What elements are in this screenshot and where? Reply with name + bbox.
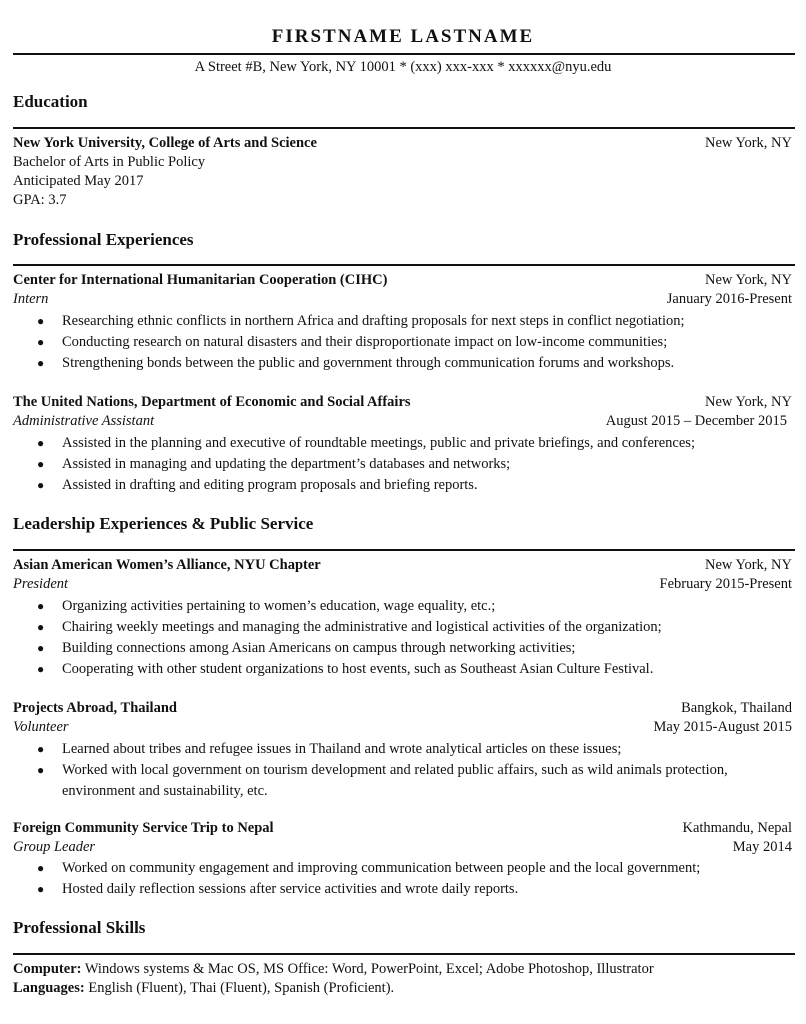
bullet-icon: ● xyxy=(37,620,45,634)
bullet-item xyxy=(37,433,797,454)
bullet-text: Worked on community engagement and improving communication between people and the local government; xyxy=(62,860,701,876)
bullet-text: Worked with local government on tourism development and related public affairs, such as wild animals protection, environment and sustainability, etc. xyxy=(62,762,728,799)
entry-location: New York, NY xyxy=(704,272,792,288)
section-divider xyxy=(13,549,795,551)
entry-role-row xyxy=(13,717,792,737)
entry-location: New York, NY xyxy=(704,557,792,573)
bullet-icon: ● xyxy=(37,599,45,613)
bullet-icon: ● xyxy=(37,662,45,676)
bullet-text: Researching ethnic conflicts in northern Africa and drafting proposals for next steps in conflict negotiation; xyxy=(62,313,685,329)
bullet-item xyxy=(37,332,797,353)
entry-org-row xyxy=(13,392,792,412)
section-heading-professional: Professional Experiences xyxy=(13,230,194,249)
bullet-item xyxy=(37,454,797,475)
bullet-item xyxy=(37,475,797,496)
entry-role-row xyxy=(13,837,792,857)
bullet-icon: ● xyxy=(37,882,45,896)
education-gpa: GPA: 3.7 xyxy=(13,192,67,208)
skills-languages-label: Languages: xyxy=(13,980,85,996)
entry-location: Bangkok, Thailand xyxy=(681,700,792,716)
bullet-icon: ● xyxy=(37,742,45,756)
bullet-icon: ● xyxy=(37,478,45,492)
education-school-row xyxy=(13,133,792,153)
bullet-item xyxy=(37,638,797,659)
bullet-text: Learned about tribes and refugee issues in Thailand and wrote analytical articles on these issues; xyxy=(62,741,622,757)
skills-computer-value: Windows systems & Mac OS, MS Office: Word, PowerPoint, Excel; Adobe Photoshop, Illustrator xyxy=(81,961,654,977)
section-divider xyxy=(13,264,795,266)
entry-role: Intern xyxy=(13,291,49,307)
bullet-text: Chairing weekly meetings and managing the administrative and logistical activities of the organization; xyxy=(62,619,662,635)
entry-org: Center for International Humanitarian Cooperation (CIHC) xyxy=(13,272,388,288)
skills-languages-row xyxy=(13,978,394,998)
education-location: New York, NY xyxy=(704,135,792,151)
entry-dates: January 2016-Present xyxy=(666,291,792,307)
bullet-item xyxy=(37,353,797,374)
bullet-text: Assisted in drafting and editing program proposals and briefing reports. xyxy=(62,477,478,493)
bullet-icon: ● xyxy=(37,641,45,655)
bullet-item xyxy=(37,760,797,801)
bullet-item xyxy=(37,659,797,680)
section-divider xyxy=(13,953,795,955)
entry-location: Kathmandu, Nepal xyxy=(682,820,792,836)
entry-location: New York, NY xyxy=(704,394,792,410)
entry-org: Projects Abroad, Thailand xyxy=(13,700,177,716)
entry-role: Group Leader xyxy=(13,839,96,855)
bullet-text: Strengthening bonds between the public and government through communication forums and workshops. xyxy=(62,355,675,371)
bullet-icon: ● xyxy=(37,763,45,777)
education-degree: Bachelor of Arts in Public Policy xyxy=(13,154,206,170)
bullet-icon: ● xyxy=(37,314,45,328)
entry-role: Volunteer xyxy=(13,719,69,735)
entry-role: President xyxy=(13,576,69,592)
bullet-text: Organizing activities pertaining to women’s education, wage equality, etc.; xyxy=(62,598,496,614)
bullet-item xyxy=(37,617,797,638)
bullet-text: Conducting research on natural disasters and their disproportionate impact on low-income communities; xyxy=(62,334,668,350)
bullet-text: Assisted in the planning and executive of roundtable meetings, public and private briefings, and conferences; xyxy=(62,435,695,451)
entry-dates: February 2015-Present xyxy=(659,576,792,592)
bullet-icon: ● xyxy=(37,861,45,875)
education-anticipated: Anticipated May 2017 xyxy=(13,173,144,189)
bullet-text: Building connections among Asian Americans on campus through networking activities; xyxy=(62,640,576,656)
entry-role-row xyxy=(13,411,792,431)
candidate-name: FIRSTNAME LASTNAME xyxy=(271,26,535,47)
skills-languages-value: English (Fluent), Thai (Fluent), Spanish (Proficient). xyxy=(84,980,395,996)
entry-org: The United Nations, Department of Economic and Social Affairs xyxy=(13,394,411,410)
section-heading-leadership: Leadership Experiences & Public Service xyxy=(13,514,314,533)
skills-computer-row xyxy=(13,959,654,979)
entry-role-row xyxy=(13,574,792,594)
bullet-icon: ● xyxy=(37,356,45,370)
bullet-item xyxy=(37,739,797,760)
bullet-item xyxy=(37,879,797,900)
bullet-text: Assisted in managing and updating the department’s databases and networks; xyxy=(62,456,511,472)
entry-org-row xyxy=(13,270,792,290)
bullet-text: Cooperating with other student organizations to host events, such as Southeast Asian Culture Festival. xyxy=(62,661,654,677)
entry-org: Foreign Community Service Trip to Nepal xyxy=(13,820,274,836)
entry-dates: May 2015-August 2015 xyxy=(653,719,792,735)
section-heading-education: Education xyxy=(13,92,88,111)
bullet-item xyxy=(37,311,797,332)
section-heading-skills: Professional Skills xyxy=(13,918,146,937)
bullet-text: Hosted daily reflection sessions after service activities and wrote daily reports. xyxy=(62,881,519,897)
entry-role-row xyxy=(13,289,792,309)
entry-org-row xyxy=(13,555,792,575)
entry-dates: August 2015 – December 2015 xyxy=(605,413,787,429)
entry-dates: May 2014 xyxy=(732,839,792,855)
bullet-icon: ● xyxy=(37,335,45,349)
bullet-item xyxy=(37,858,797,879)
skills-computer-label: Computer: xyxy=(13,961,82,977)
entry-org: Asian American Women’s Alliance, NYU Chapter xyxy=(13,557,321,573)
education-school: New York University, College of Arts and Science xyxy=(13,135,317,151)
bullet-icon: ● xyxy=(37,436,45,450)
header-divider xyxy=(13,53,795,55)
contact-line: A Street #B, New York, NY 10001 * (xxx) xxx-xxx * xxxxxx@nyu.edu xyxy=(194,59,612,75)
entry-org-row xyxy=(13,818,792,838)
section-divider xyxy=(13,127,795,129)
bullet-icon: ● xyxy=(37,457,45,471)
entry-role: Administrative Assistant xyxy=(13,413,155,429)
entry-org-row xyxy=(13,698,792,718)
bullet-item xyxy=(37,596,797,617)
